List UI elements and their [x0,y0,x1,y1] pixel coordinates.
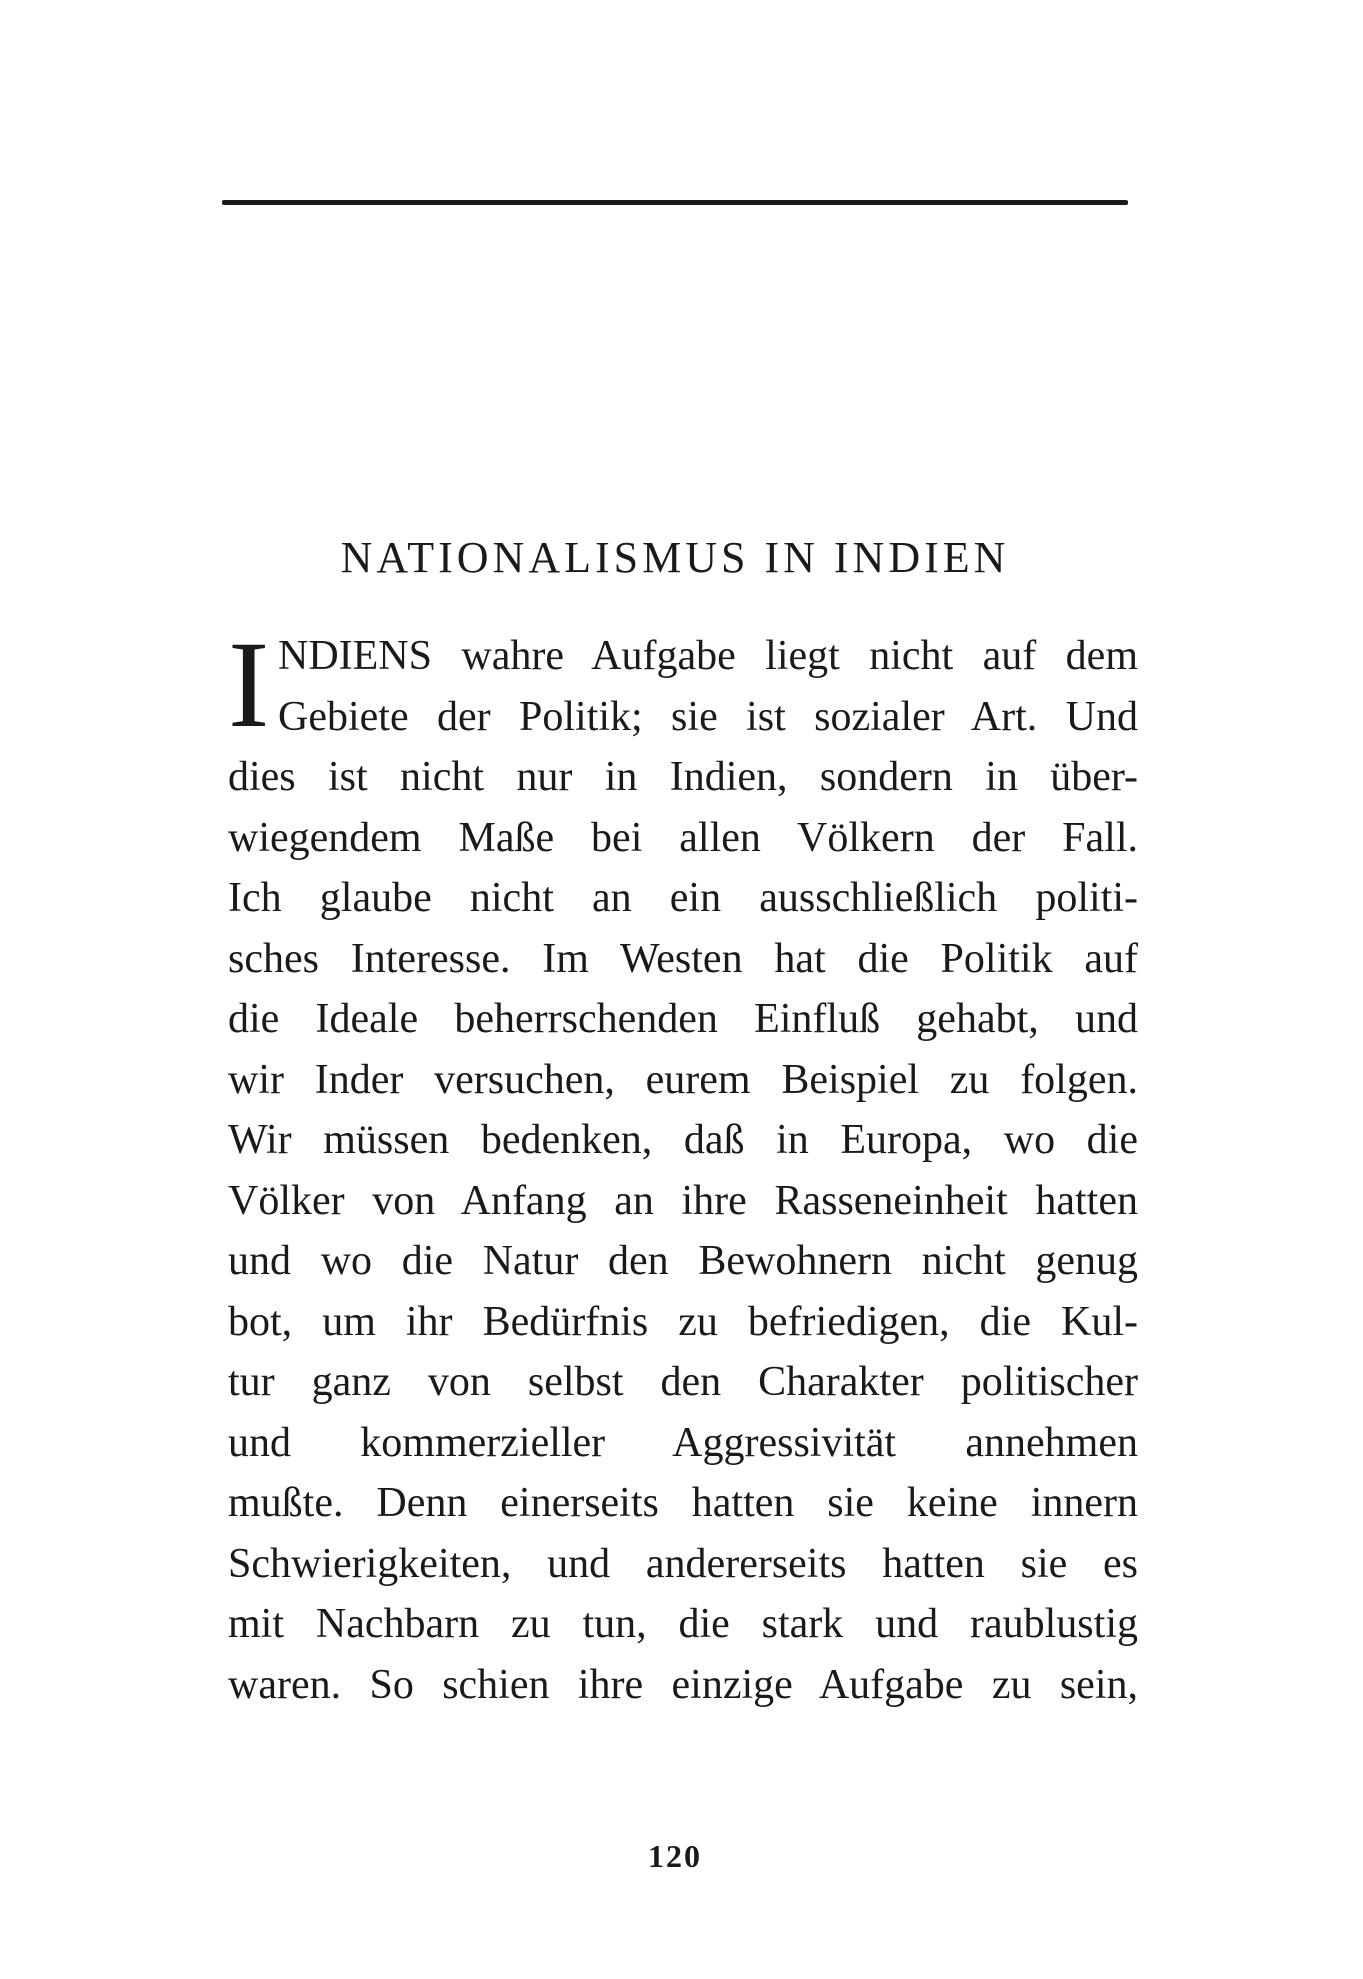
top-rule [222,200,1128,205]
text-line-14: und kommerzieller Aggressivität annehmen [228,1419,1138,1466]
text-line-6: sches Interesse. Im Westen hat die Politik auf [228,935,1138,982]
text-line-10: Völker von Anfang an ihre Rasseneinheit hatten [228,1177,1138,1224]
text-line-5: Ich glaube nicht an ein ausschließlich politi- [228,875,1138,921]
text-line-7: die Ideale beherrschenden Einfluß gehabt, und [228,996,1138,1042]
text-line-11: und wo die Natur den Bewohnern nicht genug [228,1238,1138,1284]
text-line-3: dies ist nicht nur in Indien, sondern in über- [228,754,1138,800]
text-line-1: I NDIENS wahre Aufgabe liegt nicht auf dem [228,616,1138,753]
chapter-title: NATIONALISMUS IN INDIEN [340,533,1010,582]
text-line-8: wir Inder versuchen, eurem Beispiel zu folgen. [228,1056,1138,1103]
text-line-12: bot, um ihr Bedürfnis zu befriedigen, die Kul- [228,1298,1138,1345]
text-line-15: mußte. Denn einerseits hatten sie keine innern [228,1480,1138,1526]
text-line-13: tur ganz von selbst den Charakter politischer [228,1359,1138,1405]
text-line-2: Gebiete der Politik; sie ist sozialer Art. Und [278,693,1138,740]
page-number: 120 [648,1838,702,1874]
dropcap: I [228,616,270,753]
text-line-17: mit Nachbarn zu tun, die stark und raublustig [228,1601,1138,1647]
text-line-9: Wir müssen bedenken, daß in Europa, wo die [228,1117,1138,1163]
text-line-16: Schwierigkeiten, und andererseits hatten sie es [228,1540,1138,1587]
text-line-18: waren. So schien ihre einzige Aufgabe zu sein, [228,1661,1138,1708]
body-text [228,616,1138,1715]
text-line-4: wiegendem Maße bei allen Völkern der Fall. [228,814,1138,861]
